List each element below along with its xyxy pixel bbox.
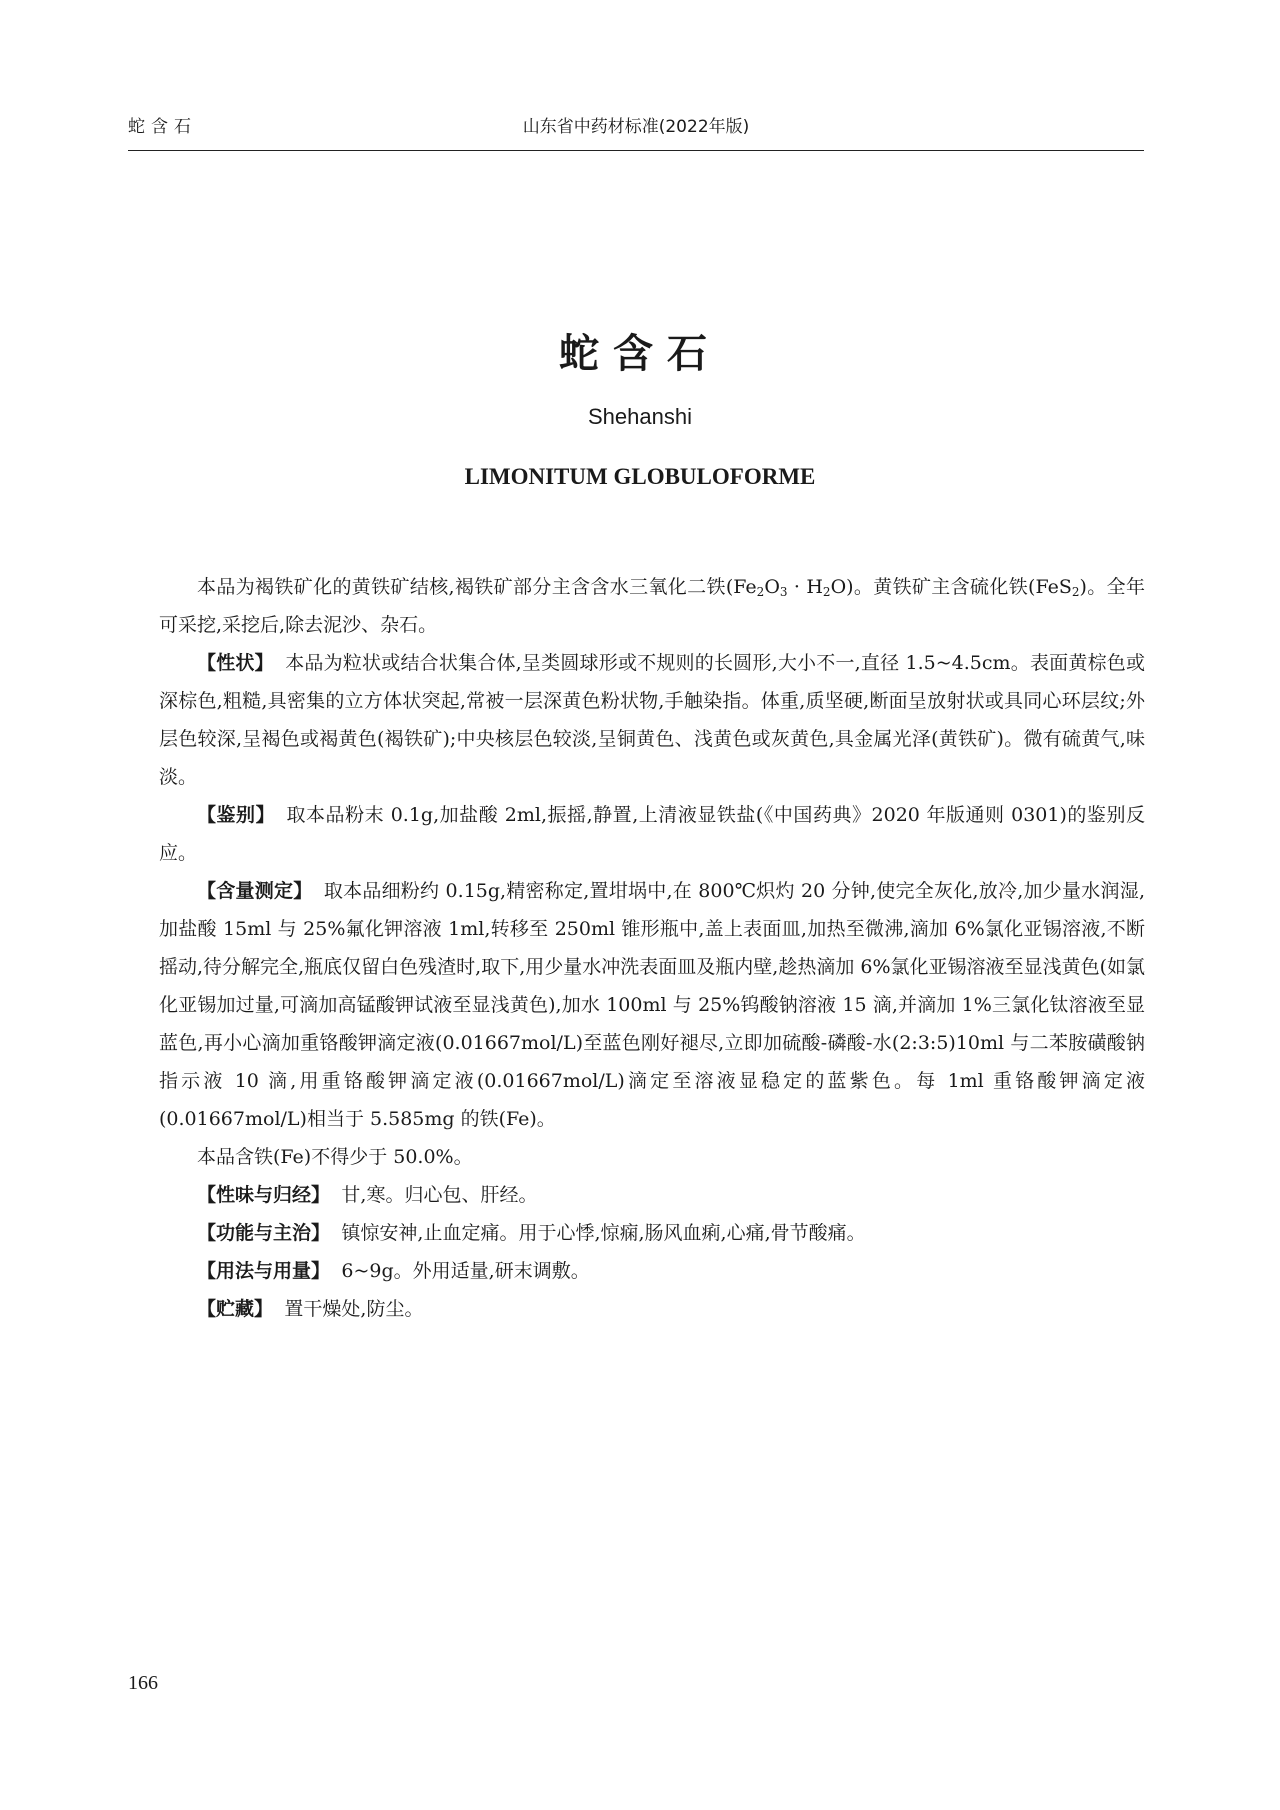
- dosage-heading: 【用法与用量】: [197, 1260, 331, 1282]
- intro-paragraph: 本品为褐铁矿化的黄铁矿结核,褐铁矿部分主含含水三氧化二铁$(Fe_2O_3 \cdot H_2O)$。黄铁矿主含硫化铁(FeS$_2$)。全年可采挖,采挖后,除去泥沙、杂石。: [159, 576, 1145, 636]
- identification-text: 取本品粉末 0.1g,加盐酸 2ml,振摇,静置,上清液显铁盐(《中国药典》2020 年版通则 0301)的鉴别反应。: [159, 804, 1145, 864]
- assay-heading: 【含量测定】: [197, 880, 313, 902]
- storage-text: 置干燥处,防尘。: [284, 1298, 424, 1320]
- assay-text: 取本品细粉约 0.15g,精密称定,置坩埚中,在 800℃炽灼 20 分钟,使完全灰化,放冷,加少量水润湿,加盐酸 15ml 与 25%氟化钾溶液 1ml,转移至 250ml 锥形瓶中,盖上表面皿,加热至微沸,滴加 6%氯化亚锡溶液,不断摇动,待分解完全,瓶底仅留白色残渣时,取下,用少量水冲洗表面皿及瓶内壁,趁热滴加 6%氯化亚锡溶液至显浅黄色(如氯化亚锡加过量,可滴加高锰酸钾试液至显浅黄色),加水 100ml 与 25%钨酸钠溶液 15 滴,并滴加 1%三氯化钛溶液至显蓝色,再小心滴加重铬酸钾滴定液(0.01667mol/L)至蓝色刚好褪尽,立即加硫酸-磷酸-水(2:3:5)10ml 与二苯胺磺酸钠指示液 10 滴,用重铬酸钾滴定液(0.01667mol/L)滴定至溶液显稳定的蓝紫色。每 1ml 重铬酸钾滴定液(0.01667mol/L)相当于 5.585mg 的铁(Fe)。: [159, 880, 1145, 1130]
- description-text: 本品为粒状或结合状集合体,呈类圆球形或不规则的长圆形,大小不一,直径 1.5~4.5cm。表面黄棕色或深棕色,粗糙,具密集的立方体状突起,常被一层深黄色粉状物,手触染指。体重,质坚硬,断面呈放射状或具同心环层纹;外层色较深,呈褐色或褐黄色(褐铁矿);中央核层色较淡,呈铜黄色、浅黄色或灰黄色,具金属光泽(黄铁矿)。微有硫黄气,味淡。: [159, 652, 1145, 788]
- page-title: 蛇含石: [559, 331, 721, 377]
- nature-section: [159, 1176, 1145, 1214]
- pinyin-name: Shehanshi: [588, 404, 692, 429]
- monograph-body: [159, 568, 1145, 1328]
- identification-section: [159, 796, 1145, 872]
- description-section: [159, 644, 1145, 796]
- running-head: [128, 112, 1144, 142]
- functions-heading: 【功能与主治】: [197, 1222, 331, 1244]
- assay-section: [159, 872, 1145, 1138]
- dosage-section: [159, 1252, 1145, 1290]
- running-head-book-title: 山东省中药材标准(2022年版): [522, 117, 750, 137]
- page-number: 166: [128, 1672, 158, 1694]
- description-heading: 【性状】: [197, 652, 274, 674]
- latin-name: LIMONITUM GLOBULOFORME: [464, 464, 816, 489]
- dosage-text: 6~9g。外用适量,研末调敷。: [341, 1260, 590, 1282]
- functions-text: 镇惊安神,止血定痛。用于心悸,惊痫,肠风血痢,心痛,骨节酸痛。: [341, 1222, 866, 1244]
- storage-heading: 【贮藏】: [197, 1298, 274, 1320]
- nature-text: 甘,寒。归心包、肝经。: [341, 1184, 538, 1206]
- nature-heading: 【性味与归经】: [197, 1184, 331, 1206]
- running-head-section: 蛇含石: [128, 117, 197, 137]
- header-rule: [128, 150, 1144, 151]
- functions-section: [159, 1214, 1145, 1252]
- identification-heading: 【鉴别】: [197, 804, 276, 826]
- assay-limit: 本品含铁(Fe)不得少于 50.0%。: [197, 1146, 473, 1168]
- storage-section: [159, 1290, 1145, 1328]
